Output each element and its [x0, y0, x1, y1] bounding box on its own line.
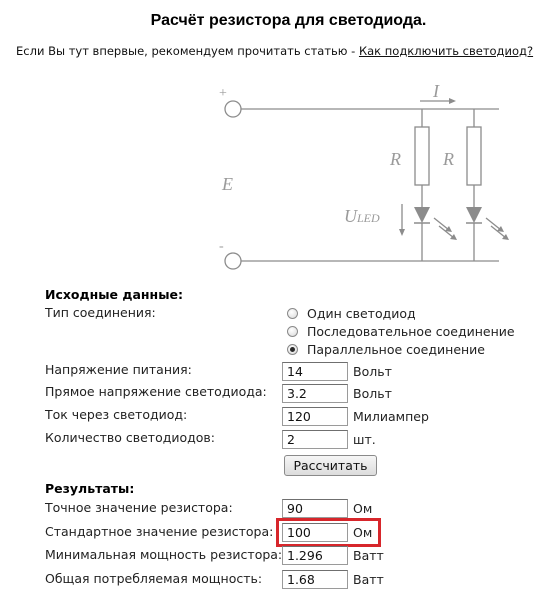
led-count-unit: шт. [353, 432, 376, 447]
led-current-unit: Милиампер [353, 409, 429, 424]
resistor-2 [467, 127, 481, 185]
radio-single-led-circle[interactable] [287, 308, 298, 319]
standard-resistor-unit: Ом [353, 525, 373, 540]
radio-parallel-circle[interactable] [287, 344, 298, 355]
exact-resistor-unit: Ом [353, 501, 373, 516]
standard-resistor-output[interactable]: 100 [282, 523, 348, 542]
intro-line [16, 44, 533, 58]
radio-single-led[interactable] [287, 306, 416, 321]
forward-voltage-label: Прямое напряжение светодиода: [45, 384, 267, 399]
min-power-unit: Ватт [353, 548, 384, 563]
total-power-output[interactable]: 1.68 [282, 570, 348, 589]
total-power-unit: Ватт [353, 572, 384, 587]
source-label: E [222, 174, 233, 194]
exact-resistor-label: Точное значение резистора: [45, 500, 233, 515]
exact-resistor-output[interactable]: 90 [282, 499, 348, 518]
intro-text: Если Вы тут впервые, рекомендуем прочитать статью - [16, 44, 359, 58]
calculate-button[interactable]: Рассчитать [284, 455, 377, 476]
forward-voltage-input[interactable]: 3.2 [282, 384, 348, 403]
highlight-box [276, 518, 381, 547]
connection-type-label: Тип соединения: [45, 305, 156, 320]
resistor-1-label: R [390, 149, 401, 169]
supply-voltage-input[interactable]: 14 [282, 362, 348, 381]
min-power-label: Минимальная мощность резистора: [45, 547, 283, 562]
results-heading: Результаты: [45, 481, 135, 496]
led-current-input[interactable]: 120 [282, 407, 348, 426]
plus-terminal [225, 101, 241, 117]
circuit-diagram [0, 70, 543, 280]
supply-voltage-unit: Вольт [353, 364, 392, 379]
led-1 [414, 207, 430, 223]
standard-resistor-label: Стандартное значение резистора: [45, 524, 274, 539]
resistor-2-label: R [443, 149, 454, 169]
led-count-label: Количество светодиодов: [45, 430, 215, 445]
supply-voltage-label: Напряжение питания: [45, 362, 192, 377]
min-power-output[interactable]: 1.296 [282, 546, 348, 565]
uled-label: ULED [344, 206, 380, 226]
radio-parallel-label: Параллельное соединение [307, 342, 485, 357]
forward-voltage-unit: Вольт [353, 386, 392, 401]
plus-label: + [219, 86, 227, 101]
radio-single-led-label: Один светодиод [307, 306, 416, 321]
resistor-1 [415, 127, 429, 185]
led-current-label: Ток через светодиод: [45, 407, 188, 422]
article-link[interactable]: Как подключить светодиод? [358, 44, 534, 58]
radio-parallel[interactable] [287, 342, 485, 357]
total-power-label: Общая потребляемая мощность: [45, 571, 263, 586]
minus-terminal [225, 253, 241, 269]
current-label: I [433, 81, 439, 101]
page-title: Расчёт резистора для светодиода. [150, 12, 427, 29]
radio-series[interactable] [287, 324, 515, 339]
radio-series-label: Последовательное соединение [307, 324, 515, 339]
led-2 [466, 207, 482, 223]
inputs-heading: Исходные данные: [45, 287, 183, 302]
radio-series-circle[interactable] [287, 326, 298, 337]
minus-label: - [219, 239, 224, 254]
led-count-input[interactable]: 2 [282, 430, 348, 449]
